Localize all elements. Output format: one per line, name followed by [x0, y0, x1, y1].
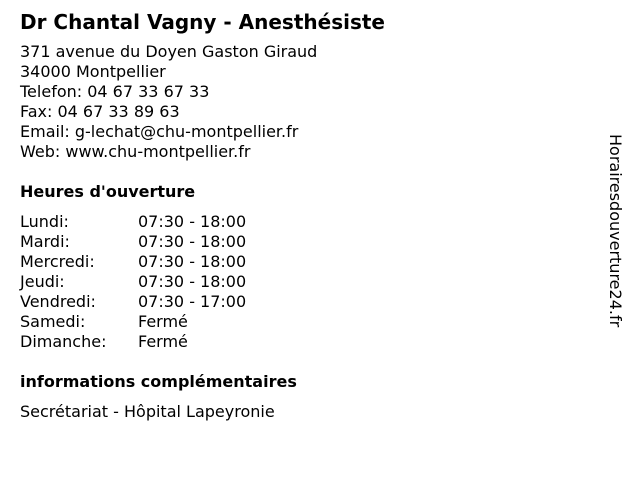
opening-hours-heading: Heures d'ouverture [20, 182, 196, 201]
day-hours: 07:30 - 18:00 [138, 232, 247, 251]
day-label: Mercredi: [20, 252, 95, 271]
additional-info-text: Secrétariat - Hôpital Lapeyronie [20, 402, 275, 421]
day-label: Jeudi: [20, 272, 65, 291]
street-address: 371 avenue du Doyen Gaston Giraud [20, 42, 318, 61]
business-card [20, 8, 600, 422]
watermark-text: Horairesdouverture24.fr [606, 134, 625, 328]
day-label: Mardi: [20, 232, 70, 251]
day-label: Dimanche: [20, 332, 107, 351]
day-hours: 07:30 - 18:00 [138, 212, 247, 231]
day-hours: 07:30 - 18:00 [138, 252, 247, 271]
day-hours: Fermé [138, 332, 188, 351]
day-hours: 07:30 - 18:00 [138, 272, 247, 291]
fax-number: Fax: 04 67 33 89 63 [20, 102, 180, 121]
additional-info-heading: informations complémentaires [20, 372, 297, 391]
opening-hours-table [20, 212, 600, 352]
day-label: Lundi: [20, 212, 69, 231]
day-hours: 07:30 - 17:00 [138, 292, 247, 311]
email-address: Email: g-lechat@chu-montpellier.fr [20, 122, 299, 141]
day-label: Samedi: [20, 312, 86, 331]
day-hours: Fermé [138, 312, 188, 331]
city-address: 34000 Montpellier [20, 62, 166, 81]
day-label: Vendredi: [20, 292, 96, 311]
phone-number: Telefon: 04 67 33 67 33 [20, 82, 210, 101]
page-title: Dr Chantal Vagny - Anesthésiste [20, 10, 385, 34]
address-block [20, 42, 600, 162]
website: Web: www.chu-montpellier.fr [20, 142, 251, 161]
